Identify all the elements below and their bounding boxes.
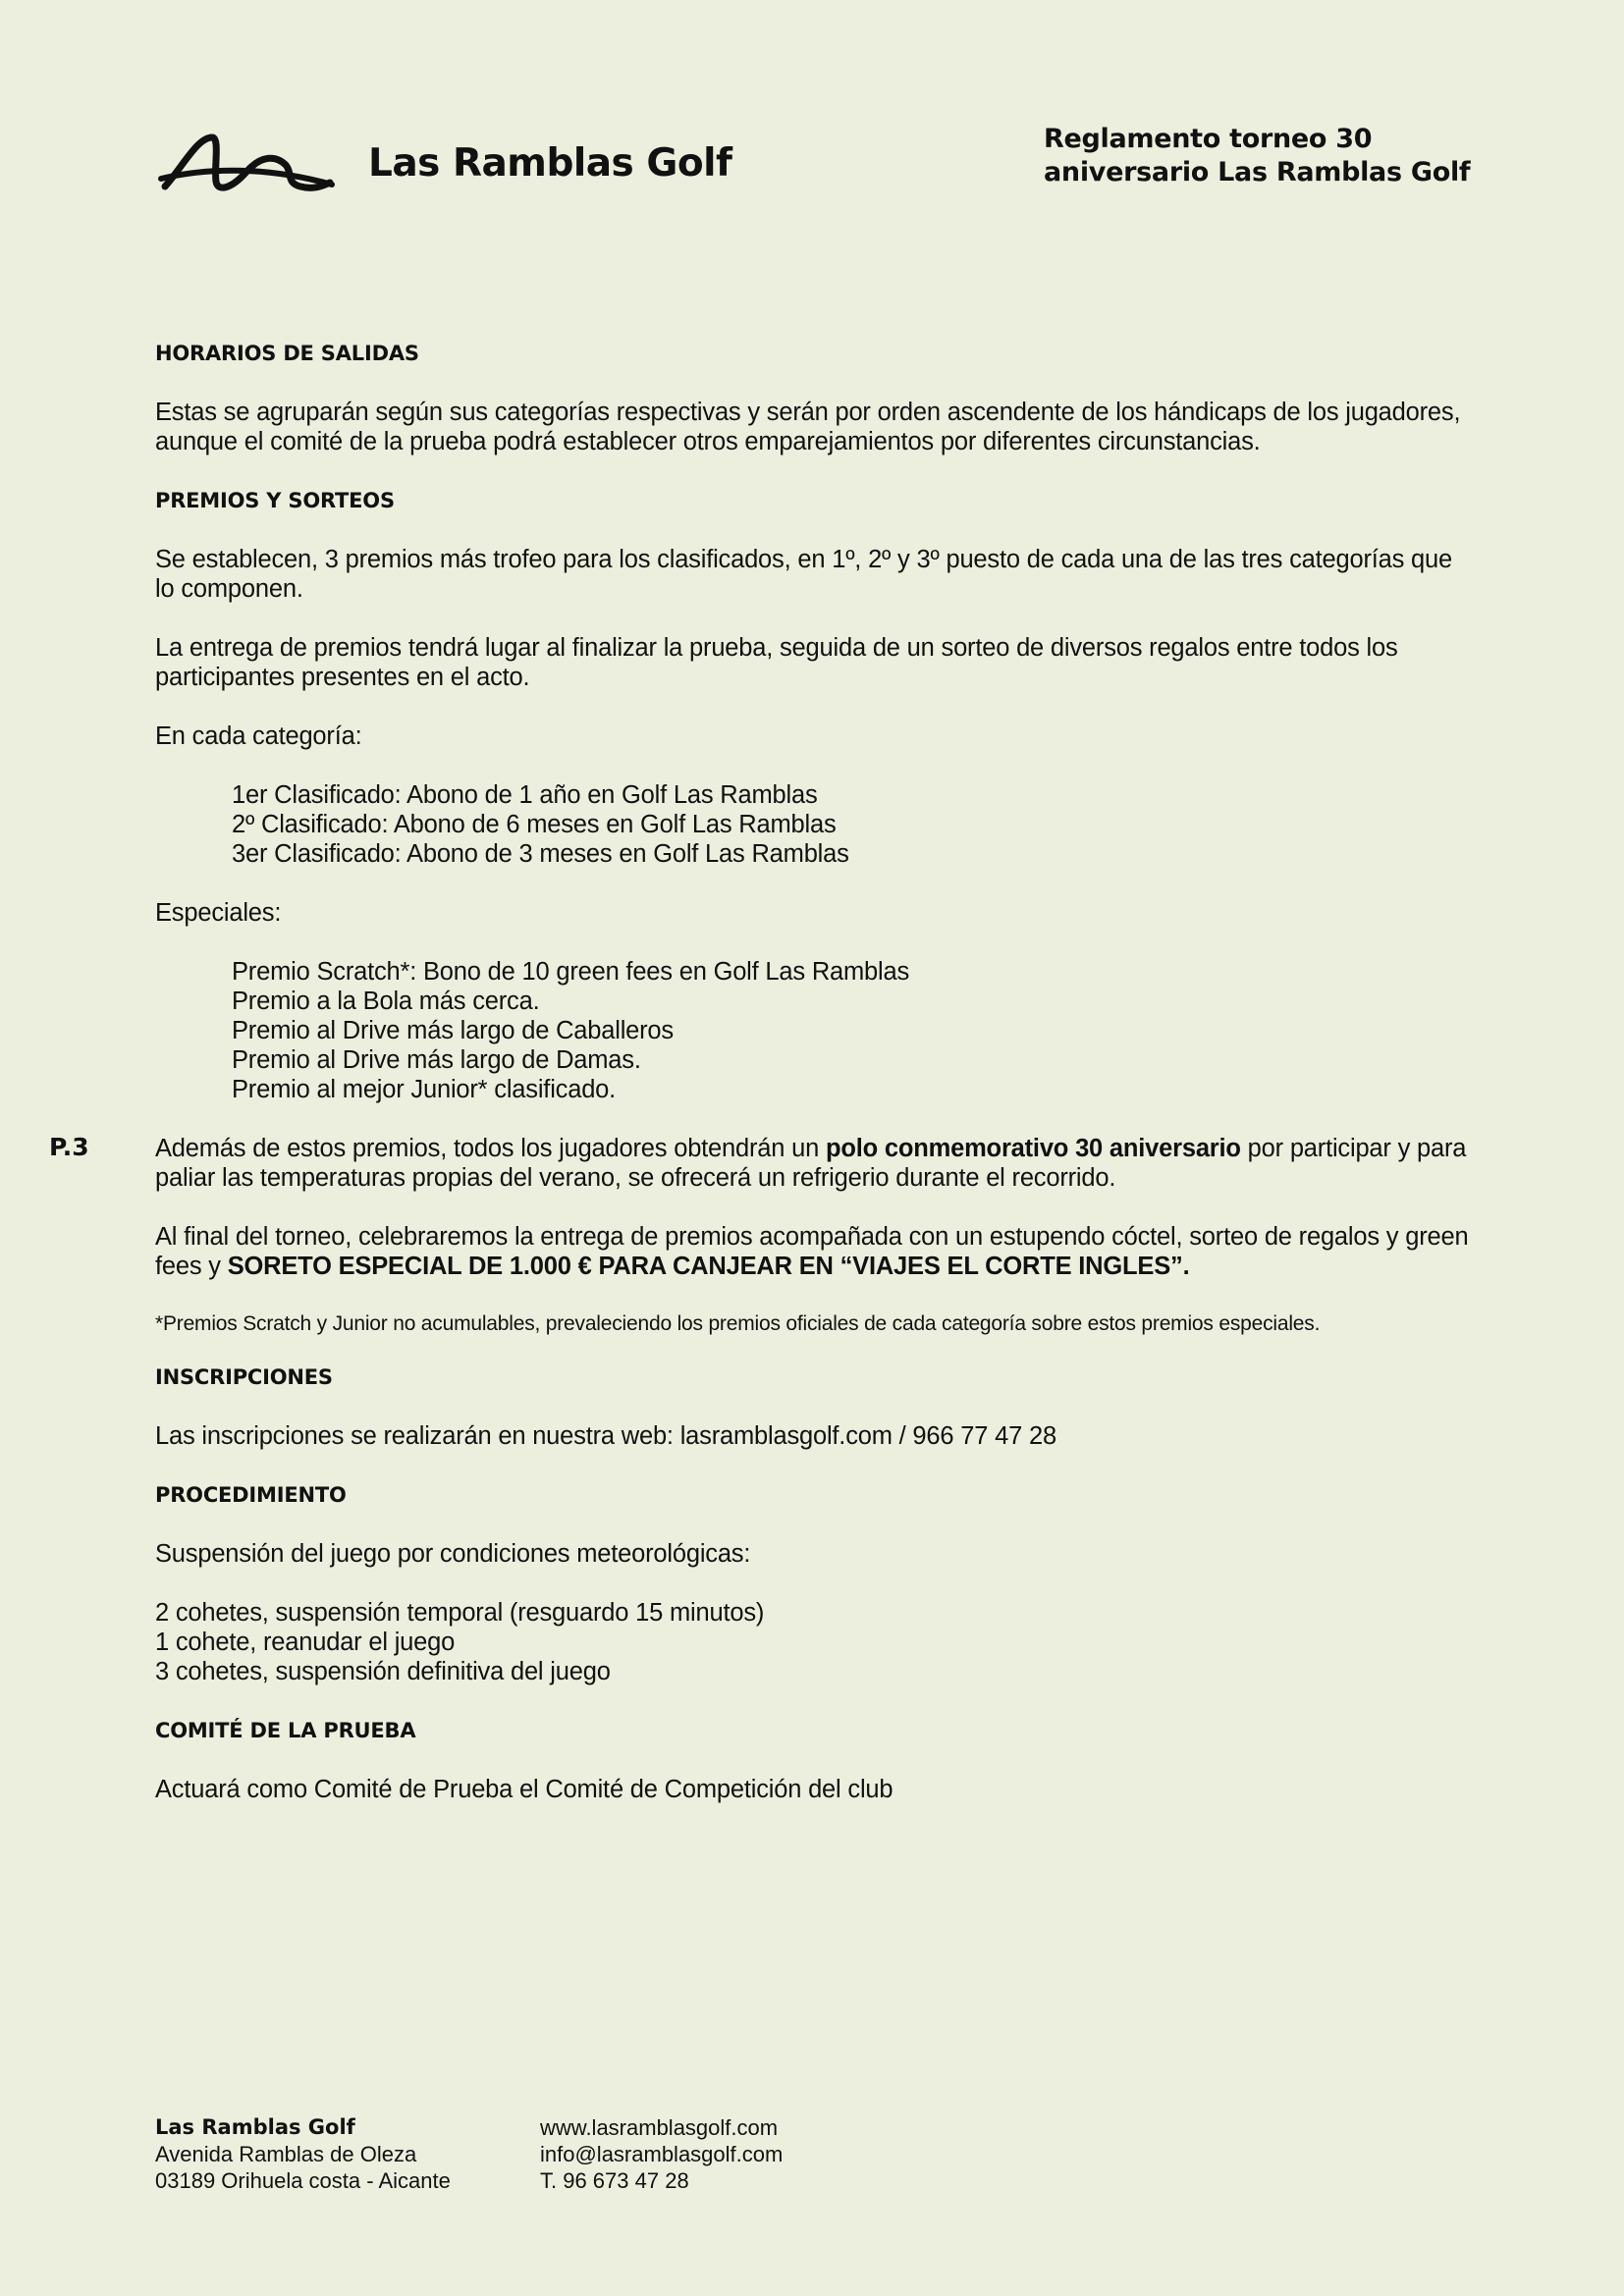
heading-horarios: HORARIOS DE SALIDAS [155, 342, 419, 365]
document-title-line-1: Reglamento torneo 30 [1044, 124, 1373, 154]
comite-text: Actuará como Comité de Prueba el Comité de Competición del club [155, 1776, 893, 1803]
footer-address-2: 03189 Orihuela costa - Aicante [155, 2168, 451, 2193]
page-number: P.3 [49, 1133, 89, 1161]
list-item: Premio al Drive más largo de Damas. [232, 1046, 641, 1074]
list-item: Premio al Drive más largo de Caballeros [232, 1017, 674, 1044]
list-item: 1er Clasificado: Abono de 1 año en Golf Las Ramblas [232, 781, 818, 809]
especiales-label: Especiales: [155, 899, 282, 927]
premios-text-1: Se establecen, 3 premios más trofeo para los clasificados, en 1º, 2º y 3º puesto de cada una de las tres categorías que lo componen. [155, 546, 1453, 603]
brand-name: Las Ramblas Golf [368, 141, 732, 186]
footer-phone: T. 96 673 47 28 [540, 2168, 689, 2193]
premios-text-2: La entrega de premios tendrá lugar al finalizar la prueba, seguida de un sorteo de diversos regalos entre todos los participantes presentes en el acto. [155, 634, 1398, 691]
final-paragraph [155, 1222, 1471, 1281]
list-item: Premio a la Bola más cerca. [232, 988, 540, 1015]
heading-procedimiento: PROCEDIMIENTO [155, 1483, 347, 1507]
inscripciones-phone: / 966 77 47 28 [892, 1422, 1056, 1450]
polo-text-post: por participar y para paliar las temperaturas propias del verano, se ofrecerá un refrigerio durante el recorrido. [155, 1135, 1467, 1192]
polo-paragraph [155, 1134, 1471, 1193]
final-text-pre: Al final del torneo, celebraremos la entrega de premios acompañada con un estupendo cóctel, sorteo de regalos y green fees y [155, 1223, 1469, 1280]
footer-address [155, 2114, 451, 2194]
polo-text-bold: polo conmemorativo 30 aniversario [826, 1135, 1241, 1162]
polo-text-pre: Además de estos premios, todos los jugadores obtendrán un [155, 1135, 826, 1162]
footnote: *Premios Scratch y Junior no acumulables, prevaleciendo los premios oficiales de cada categoría sobre estos premios especiales. [155, 1312, 1321, 1335]
website-link[interactable]: lasramblasgolf.com [679, 1422, 893, 1450]
heading-comite: COMITÉ DE LA PRUEBA [155, 1719, 416, 1742]
document-title-line-2: aniversario Las Ramblas Golf [1044, 157, 1471, 187]
footer-web-link[interactable]: www.lasramblasgolf.com [540, 2115, 779, 2140]
categoria-list [155, 780, 1471, 869]
list-item: Premio al mejor Junior* clasificado. [232, 1076, 617, 1103]
footer-email-link[interactable]: info@lasramblasgolf.com [540, 2142, 784, 2166]
final-text-bold: SORETO ESPECIAL DE 1.000 € PARA CANJEAR EN “VIAJES EL CORTE INGLES”. [227, 1253, 1190, 1280]
list-item: 2º Clasificado: Abono de 6 meses en Golf Las Ramblas [232, 811, 837, 838]
footer-address-1: Avenida Ramblas de Oleza [155, 2142, 417, 2166]
categoria-label: En cada categoría: [155, 722, 362, 750]
especiales-list [155, 957, 1471, 1104]
document-title [1044, 123, 1594, 189]
procedimiento-text: Suspensión del juego por condiciones meteorológicas: [155, 1540, 751, 1568]
footer-name: Las Ramblas Golf [155, 2115, 355, 2139]
heading-premios: PREMIOS Y SORTEOS [155, 489, 395, 512]
list-item: Premio Scratch*: Bono de 10 green fees en Golf Las Ramblas [232, 958, 910, 986]
footer-contact [540, 2114, 783, 2194]
heading-inscripciones: INSCRIPCIONES [155, 1365, 333, 1389]
logo-icon [153, 128, 340, 198]
list-item: 3er Clasificado: Abono de 3 meses en Golf Las Ramblas [232, 840, 849, 868]
list-item: 2 cohetes, suspensión temporal (resguardo 15 minutos) [155, 1599, 765, 1627]
list-item: 3 cohetes, suspensión definitiva del juego [155, 1658, 611, 1685]
procedimiento-list [155, 1598, 1471, 1686]
horarios-text: Estas se agruparán según sus categorías respectivas y serán por orden ascendente de los hándicaps de los jugadores, aunque el comité de la prueba podrá establecer otros emparejamientos por diferentes circunstancias. [155, 399, 1461, 455]
list-item: 1 cohete, reanudar el juego [155, 1629, 456, 1656]
document-body [155, 339, 1471, 1834]
inscripciones-text [155, 1421, 1471, 1451]
inscripciones-text-pre: Las inscripciones se realizarán en nuestra web: [155, 1422, 680, 1450]
